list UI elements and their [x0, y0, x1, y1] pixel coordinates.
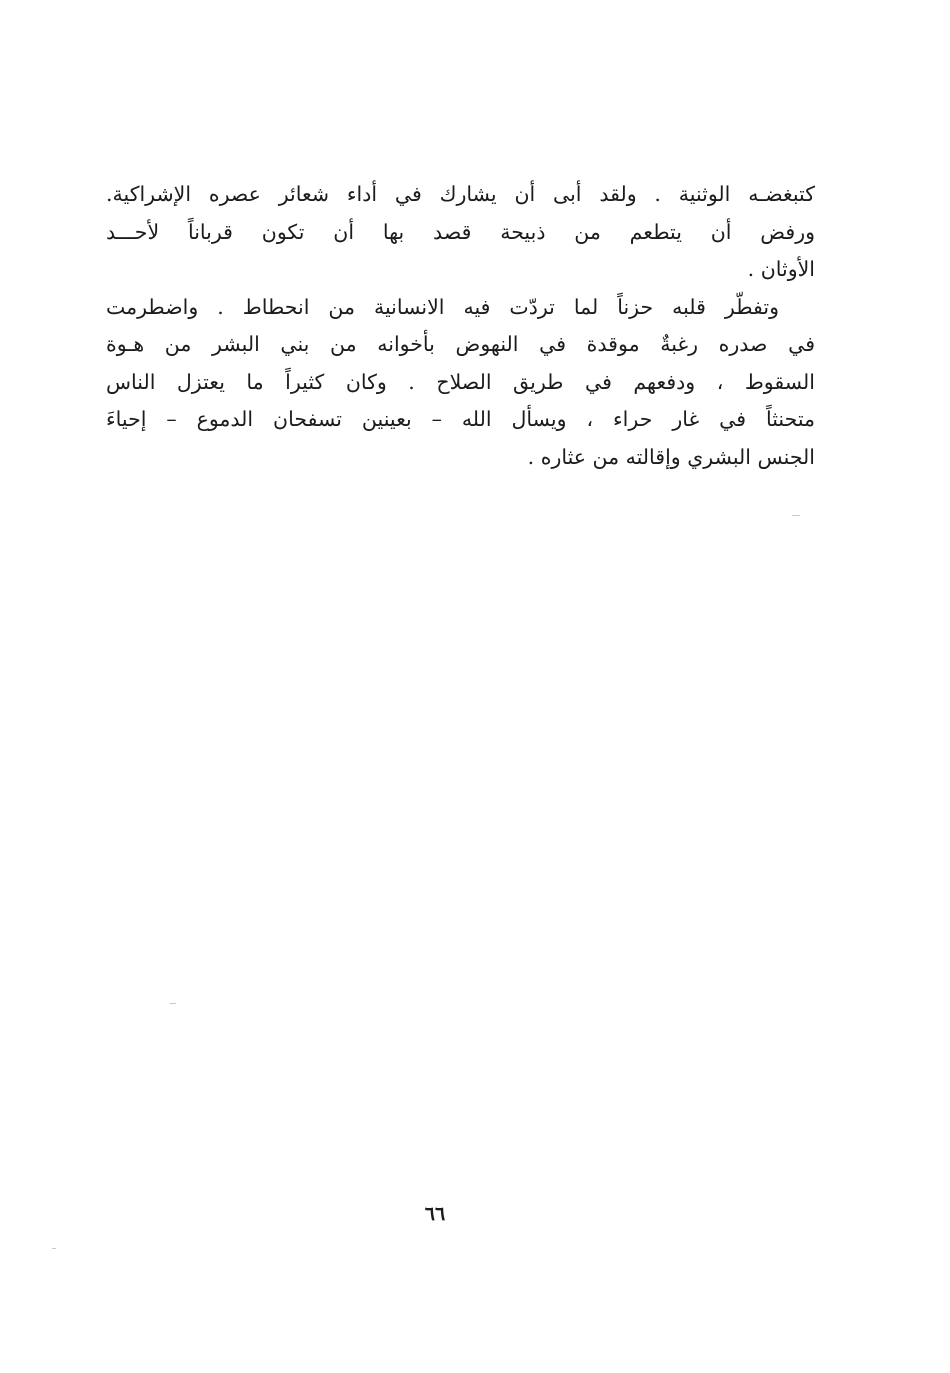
text-line: الجنس البشري وإقالته من عثاره . [527, 444, 815, 469]
text-line: السقوط ، ودفعهم في طريق الصلاح . وكان كثيراً ما يعتزل الناس [106, 369, 815, 394]
body-text [106, 176, 815, 476]
text-line: متحنثاً في غار حراء ، ويسأل الله – بعينين تسفحان الدموع – إحياءَ [106, 407, 815, 431]
text-line: في صدره رغبةٌ موقدة في النهوض بأخوانه من بني البشر من هـوة [106, 332, 815, 356]
scan-speck [170, 1003, 176, 1004]
paragraph-first-line: وتفطّر قلبه حزناً لما تردّت فيه الانسانية من انحطاط . واضطرمت [106, 294, 779, 319]
scan-speck [792, 515, 800, 516]
text-line: ورفض أن يتطعم من ذبيحة قصد بها أن تكون قرباناً لأحـــد [106, 219, 815, 244]
page-number: ٦٦ [424, 1203, 446, 1225]
scan-speck [52, 1248, 56, 1249]
text-line: الأوثان . [747, 257, 815, 281]
text-line: كتبغضـه الوثنية . ولقد أبى أن يشارك في أداء شعائر عصره الإشراكية. [106, 182, 815, 206]
